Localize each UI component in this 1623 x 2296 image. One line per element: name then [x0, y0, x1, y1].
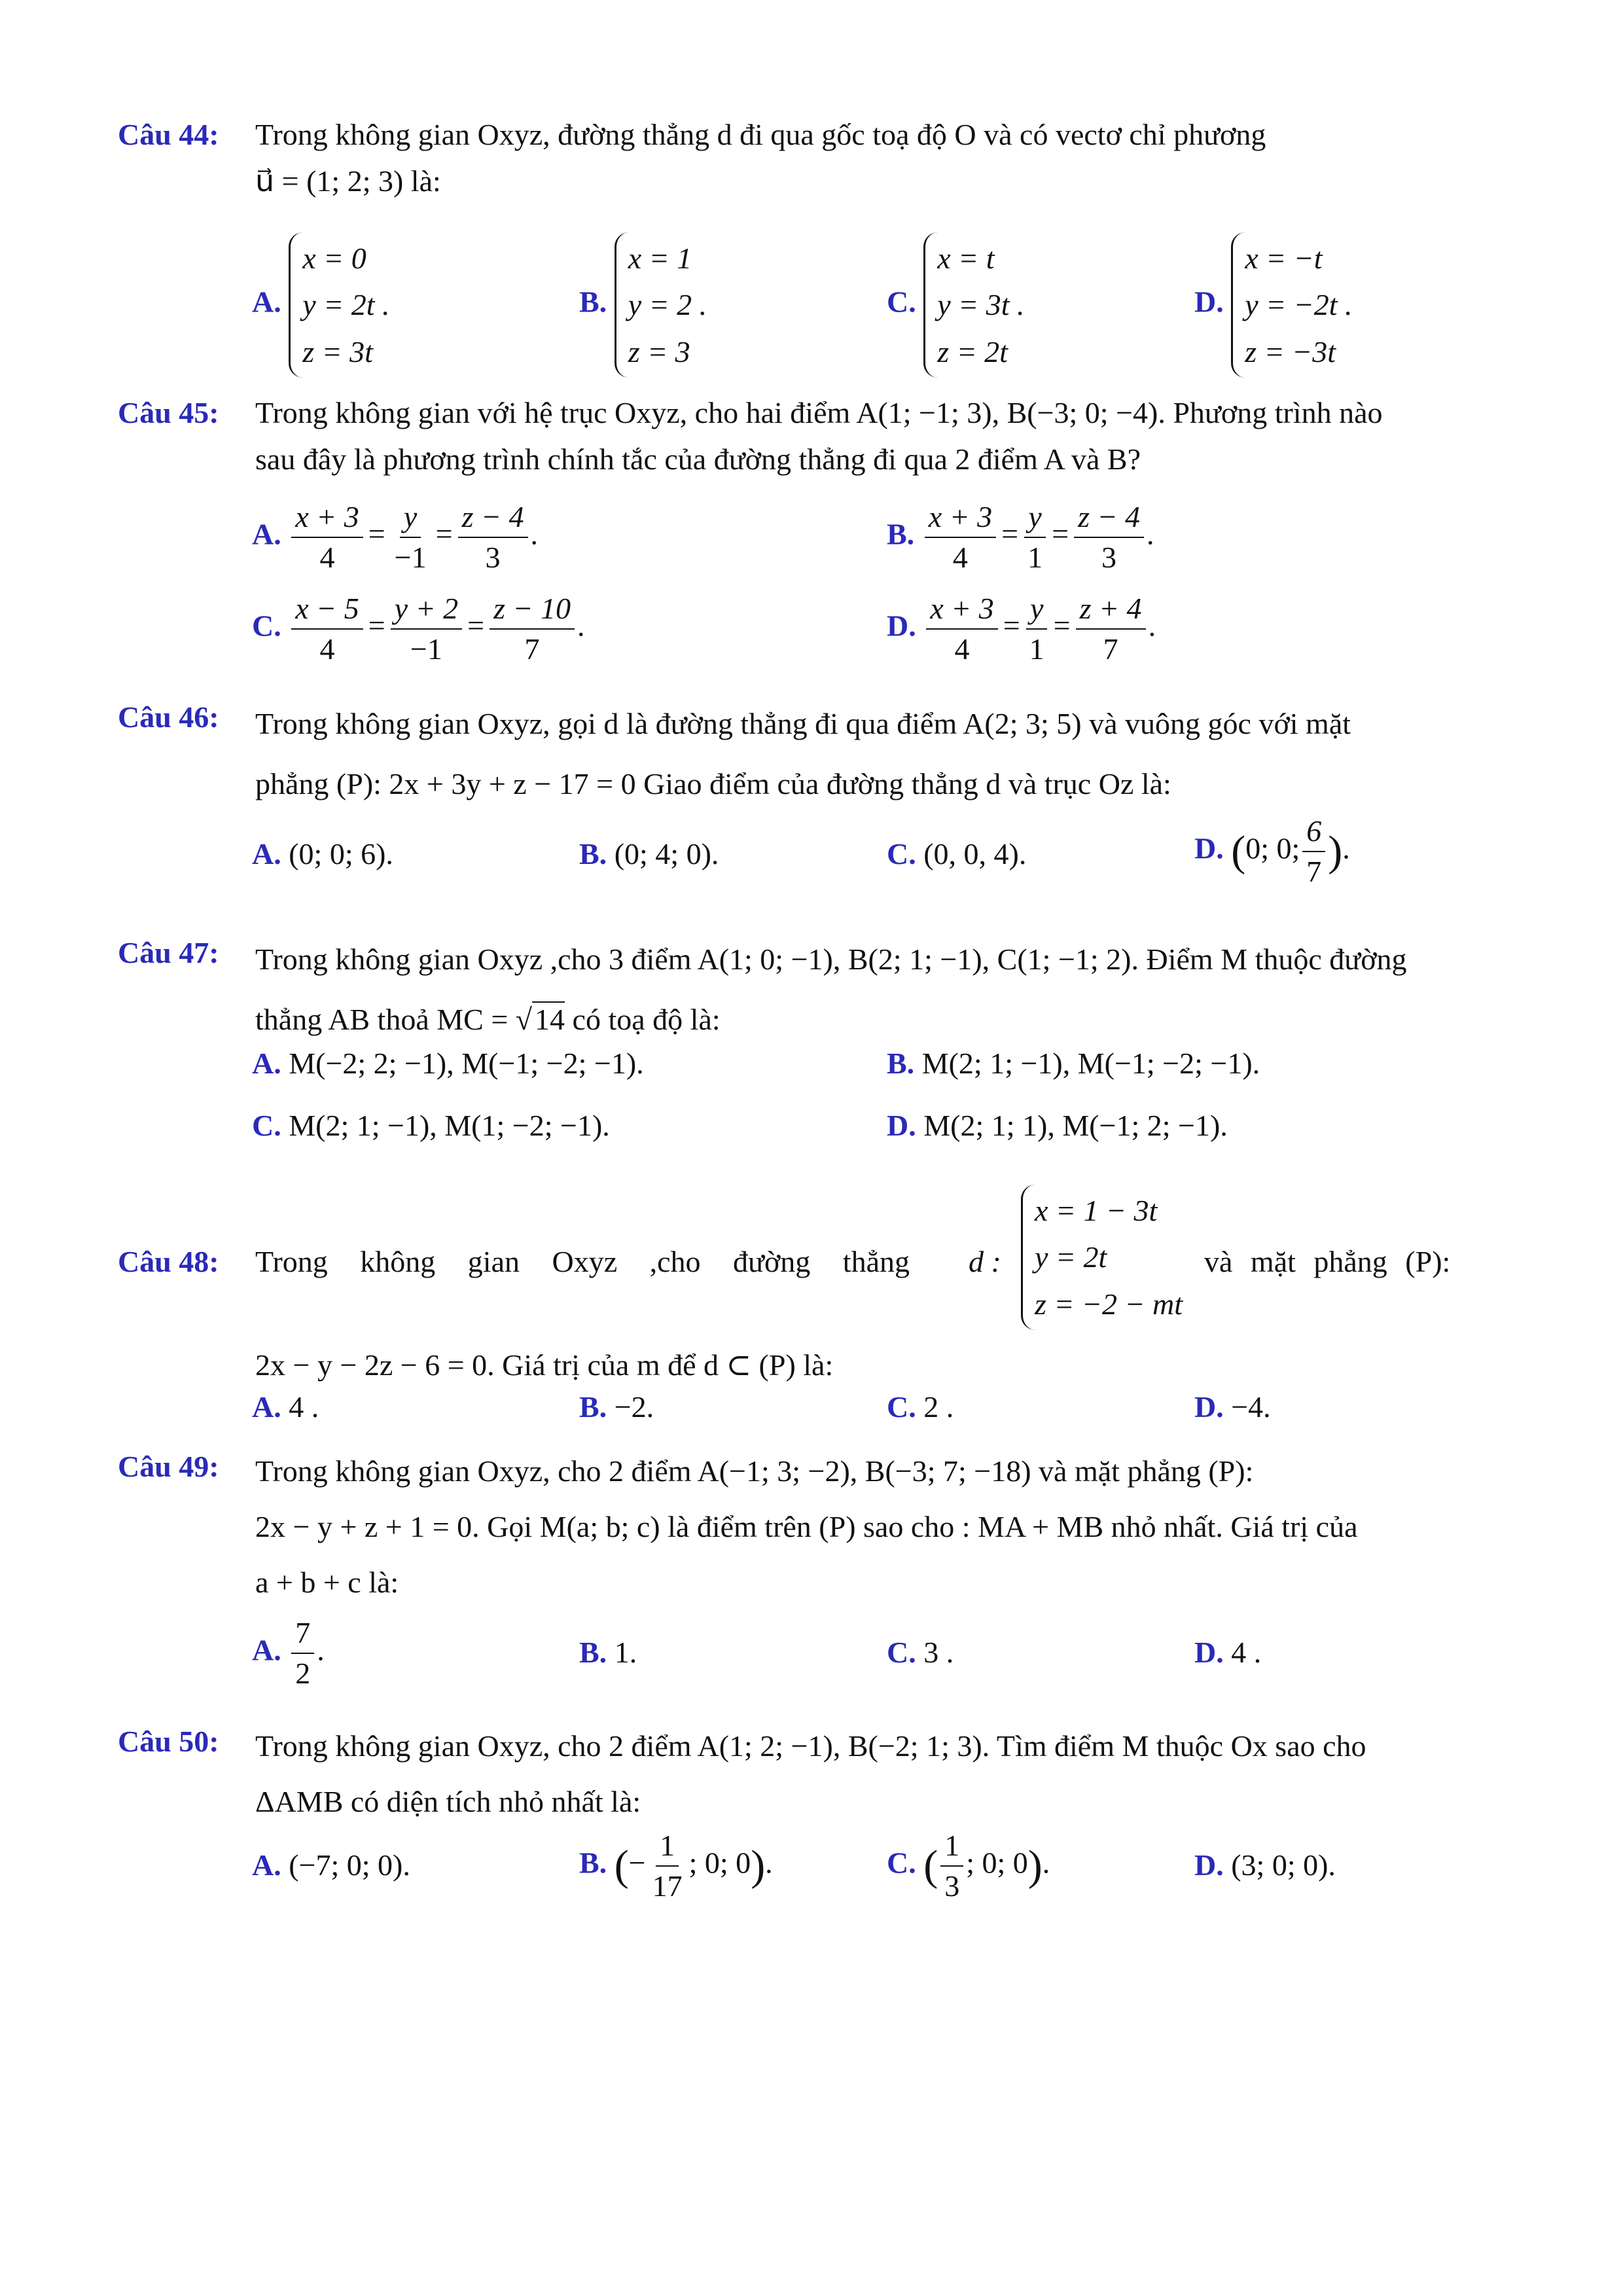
option-d[interactable]: D. 4 . [1194, 1636, 1262, 1669]
option-d[interactable]: D. (0; 0; $\frac{6}{7}$ ). [1194, 812, 1350, 891]
option-d[interactable]: D. $\frac{x + 3}{4}$ = $\frac{y}{1}$ = $\frac{z + 4}{7}$ . [887, 589, 1156, 669]
option-c[interactable]: C. 3 . [887, 1636, 954, 1669]
option-b[interactable]: B. 1. [579, 1636, 637, 1669]
question-number: Câu 50: [118, 1725, 219, 1758]
question-46 [118, 694, 1515, 814]
question-48: Câu 48: Trong không gian Oxyz ,cho đường thẳng d : x = 1 − 3t y = 2t z = −2 − mt và mặt phẳng (P): 2x − y − 2z − 6 = 0. Giá trị của m để d ⊂ (P) là: [118, 1185, 1515, 1388]
question-text: Trong không gian Oxyz ,cho 3 điểm A(1; 0; −1), B(2; 1; −1), C(1; −1; 2). Điểm M thuộc đường thẳng AB thoả MC = √14 có toạ độ là: [255, 942, 1407, 1036]
option-b[interactable]: B. (− $\frac{1}{17}$ ; 0; 0). [579, 1826, 773, 1906]
question-text: Trong không gian Oxyz, đường thẳng d đi qua gốc toạ độ O và có vectơ chỉ phương u⃗ = (1; 2; 3) là: [255, 118, 1266, 198]
question-text: Trong không gian Oxyz, cho 2 điểm A(−1; 3; −2), B(−3; 7; −18) và mặt phẳng (P): 2x − y + z + 1 = 0. Gọi M(a; b; c) là điểm trên (P) sao cho : MA + MB nhỏ nhất. Giá trị của a + b + c là: [255, 1454, 1358, 1600]
question-number: Câu 46: [118, 700, 219, 734]
option-c[interactable]: C. M(2; 1; −1), M(1; −2; −1). [252, 1109, 610, 1142]
option-b[interactable]: B. (0; 4; 0). [579, 837, 719, 870]
question-number: Câu 49: [118, 1450, 219, 1483]
option-a[interactable]: A. (0; 0; 6). [252, 837, 393, 870]
option-b[interactable]: B. M(2; 1; −1), M(−1; −2; −1). [887, 1047, 1260, 1080]
question-47 [118, 929, 1515, 1050]
question-49 [118, 1443, 1515, 1610]
option-b[interactable]: B. $\frac{x + 3}{4}$ = $\frac{y}{1}$ = $\frac{z - 4}{3}$ . [887, 497, 1154, 577]
option-b[interactable]: B. −2. [579, 1390, 654, 1424]
option-b[interactable]: B. x = 1 y = 2 . z = 3 [579, 232, 707, 378]
question-text: Trong không gian Oxyz, cho 2 điểm A(1; 2; −1), B(−2; 1; 3). Tìm điểm M thuộc Ox sao cho ΔAMB có diện tích nhỏ nhất là: [255, 1729, 1366, 1819]
option-c[interactable]: C. 2 . [887, 1390, 954, 1424]
option-c[interactable]: C. $\frac{x - 5}{4}$ = $\frac{y + 2}{-1}$ = $\frac{z - 10}{7}$ . [252, 589, 585, 669]
question-number: Câu 44: [118, 118, 219, 151]
option-c[interactable]: C. x = t y = 3t . z = 2t [887, 232, 1024, 378]
option-c[interactable]: C. (0, 0, 4). [887, 837, 1027, 870]
option-d[interactable]: D. x = −t y = −2t . z = −3t [1194, 232, 1353, 378]
option-a[interactable]: A. 4 . [252, 1390, 319, 1424]
option-a[interactable]: A. (−7; 0; 0). [252, 1848, 410, 1882]
question-number: Câu 45: [118, 396, 219, 429]
option-d[interactable]: D. −4. [1194, 1390, 1271, 1424]
question-number: Câu 48: [118, 1245, 219, 1278]
option-a[interactable]: A. $\frac{x + 3}{4}$ = $\frac{y}{-1}$ = $\frac{z - 4}{3}$ . [252, 497, 538, 577]
question-text: Trong không gian với hệ trục Oxyz, cho hai điểm A(1; −1; 3), B(−3; 0; −4). Phương trình nào sau đây là phương trình chính tắc của đường thẳng đi qua 2 điểm A và B? [255, 396, 1383, 476]
option-d[interactable]: D. (3; 0; 0). [1194, 1848, 1336, 1882]
option-a[interactable]: A. $\frac{7}{2}$ . [252, 1613, 325, 1693]
question-50 [118, 1718, 1515, 1829]
question-45 [118, 389, 1515, 483]
question-text: Trong không gian Oxyz, gọi d là đường thẳng đi qua điểm A(2; 3; 5) và vuông góc với mặt phẳng (P): 2x + 3y + z − 17 = 0 Giao điểm của đường thẳng d và trục Oz là: [255, 707, 1351, 800]
line-system: x = 1 − 3t y = 2t z = −2 − mt [1021, 1185, 1183, 1330]
question-number: Câu 47: [118, 936, 219, 969]
option-d[interactable]: D. M(2; 1; 1), M(−1; 2; −1). [887, 1109, 1228, 1142]
option-a[interactable]: A. M(−2; 2; −1), M(−1; −2; −1). [252, 1047, 644, 1080]
option-a[interactable]: A. x = 0 y = 2t . z = 3t [252, 232, 389, 378]
option-c[interactable]: C. ( $\frac{1}{3}$ ; 0; 0). [887, 1826, 1050, 1906]
question-44 [118, 111, 1515, 205]
